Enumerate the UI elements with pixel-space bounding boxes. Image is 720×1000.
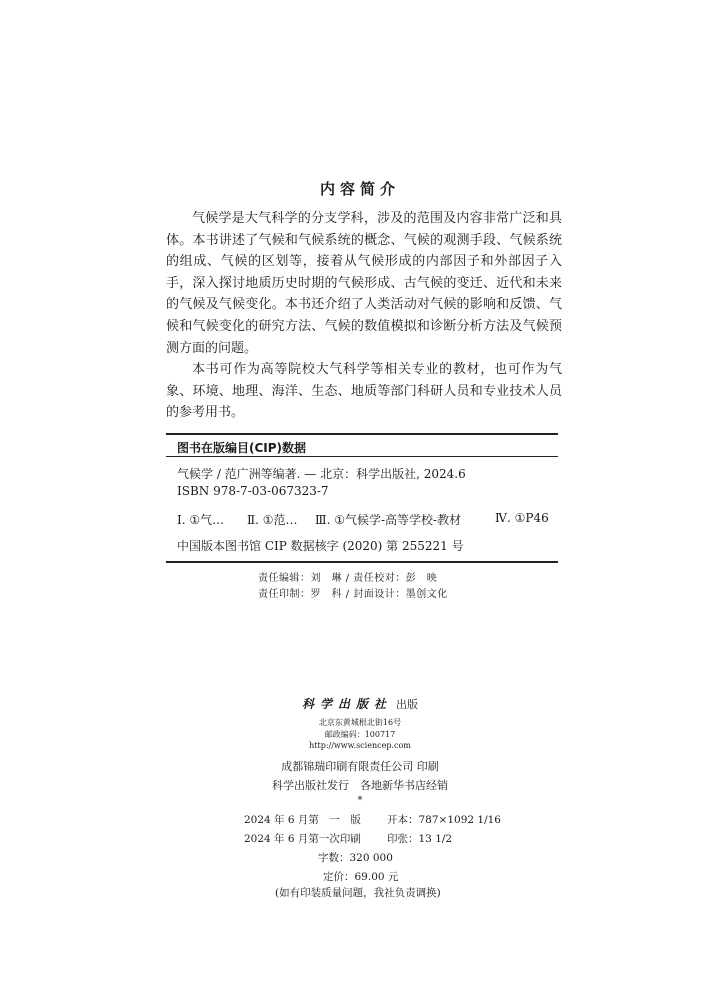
cip-verification: 中国版本图书馆 CIP 数据核字 (2020) 第 255221 号: [177, 539, 464, 553]
word-count: 字数：320 000: [318, 852, 393, 864]
quality-note: (如有印装质量问题，我社负责调换): [275, 887, 441, 899]
publisher-url: http://www.sciencep.com: [309, 741, 411, 750]
publisher-postcode: 邮政编码：100717: [324, 730, 396, 739]
summary-title: 内容简介: [319, 180, 400, 198]
printed-sheets: 印张：13 1/2: [387, 833, 453, 845]
publisher-logo: 科学出版社: [301, 697, 392, 711]
summary-body: [166, 208, 562, 424]
cip-top-rule: [166, 433, 558, 435]
editors-line-2: 责任印制：罗 科 / 封面设计：墨创文化: [258, 589, 448, 600]
publisher-line: [0, 695, 720, 712]
cip-class-2: Ⅱ. ①范…: [247, 513, 298, 527]
editors-line-1: 责任编辑：刘 琳 / 责任校对：彭 映: [258, 573, 438, 584]
publisher-suffix: 出版: [396, 698, 418, 711]
cip-bibliographic-line: 气候学 / 范广洲等编著. — 北京：科学出版社, 2024.6: [177, 467, 466, 481]
cip-class-3: Ⅲ. ①气候学-高等学校-教材: [315, 513, 462, 527]
cip-heading-rule: [166, 456, 558, 457]
first-printing: 2024 年 6 月第一次印刷: [244, 833, 361, 845]
summary-paragraph-1: 气候学是大气科学的分支学科，涉及的范围及内容非常广泛和具体。本书讲述了气候和气候系统的概念、气候的观测手段、气候系统的组成、气候的区划等，接着从气候形成的内部因子和外部因子入手，深入探讨地质历史时期的气候形成、古气候的变迁、近代和未来的气候及气候变化。本书还介绍了人类活动对气候的影响和反馈、气候和气候变化的研究方法、气候的数值模拟和诊断分析方法及气候预测方面的问题。: [166, 211, 562, 356]
book-format: 开本：787×1092 1/16: [387, 814, 501, 826]
cip-class-1: Ⅰ. ①气…: [177, 513, 225, 527]
first-edition: 2024 年 6 月第 一 版: [244, 814, 361, 826]
cip-class-4: Ⅳ. ①P46: [495, 511, 549, 525]
summary-paragraph-2: 本书可作为高等院校大气科学等相关专业的教材，也可作为气象、环境、地理、海洋、生态、地质等部门科研人员和专业技术人员的参考用书。: [166, 362, 562, 421]
separator-star: *: [357, 795, 363, 806]
cip-bottom-rule: [166, 561, 558, 563]
distributor-line: 科学出版社发行 各地新华书店经销: [272, 779, 448, 792]
cip-isbn: ISBN 978-7-03-067323-7: [177, 484, 329, 498]
publisher-address: 北京东黄城根北街16号: [318, 718, 402, 727]
printer-line: 成都锦瑞印刷有限责任公司 印刷: [281, 760, 439, 773]
price: 定价：69.00 元: [323, 871, 399, 883]
cip-heading: 图书在版编目(CIP)数据: [177, 441, 307, 455]
